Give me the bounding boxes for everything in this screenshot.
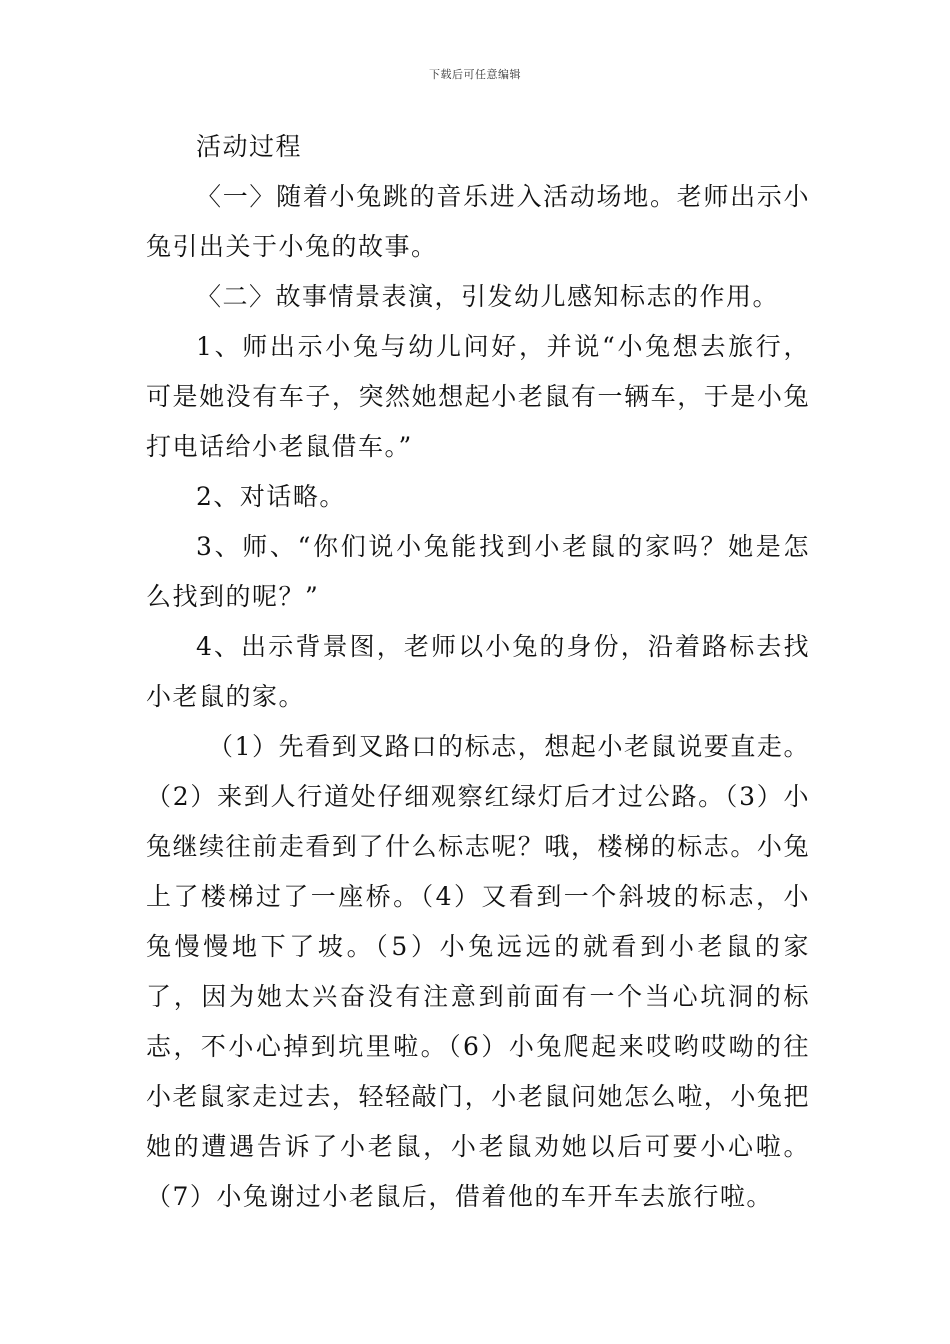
page-header: 下载后可任意编辑 bbox=[429, 68, 521, 81]
paragraph-7: （1）先看到叉路口的标志，想起小老鼠说要直走。（2）来到人行道处仔细观察红绿灯后才过公路。（3）小兔继续往前走看到了什么标志呢？哦，楼梯的标志。小兔上了楼梯过了一座桥。（4）又看到一个斜坡的标志，小兔慢慢地下了坡。（5）小兔远远的就看到小老鼠的家了，因为她太兴奋没有注意到前面有一个当心坑洞的标志，不小心掉到坑里啦。（6）小兔爬起来哎哟哎呦的往小老鼠家走过去，轻轻敲门，小老鼠问她怎么啦，小兔把她的遭遇告诉了小老鼠，小老鼠劝她以后可要小心啦。（7）小兔谢过小老鼠后，借着他的车开车去旅行啦。 bbox=[146, 732, 810, 1211]
paragraph-3: 1、师出示小兔与幼儿问好，并说“小兔想去旅行，可是她没有车子，突然她想起小老鼠有一辆车，于是小兔打电话给小老鼠借车。” bbox=[146, 332, 810, 461]
document-body bbox=[146, 122, 810, 1222]
paragraph-5: 3、师、“你们说小兔能找到小老鼠的家吗？她是怎么找到的呢？” bbox=[146, 532, 810, 611]
paragraph-1: 〈一〉随着小兔跳的音乐进入活动场地。老师出示小兔引出关于小兔的故事。 bbox=[146, 182, 810, 261]
paragraph-2: 〈二〉故事情景表演，引发幼儿感知标志的作用。 bbox=[196, 282, 780, 311]
paragraph-4: 2、对话略。 bbox=[196, 482, 346, 511]
paragraph-6: 4、出示背景图，老师以小兔的身份，沿着路标去找小老鼠的家。 bbox=[146, 632, 810, 711]
section-heading: 活动过程 bbox=[196, 132, 303, 161]
